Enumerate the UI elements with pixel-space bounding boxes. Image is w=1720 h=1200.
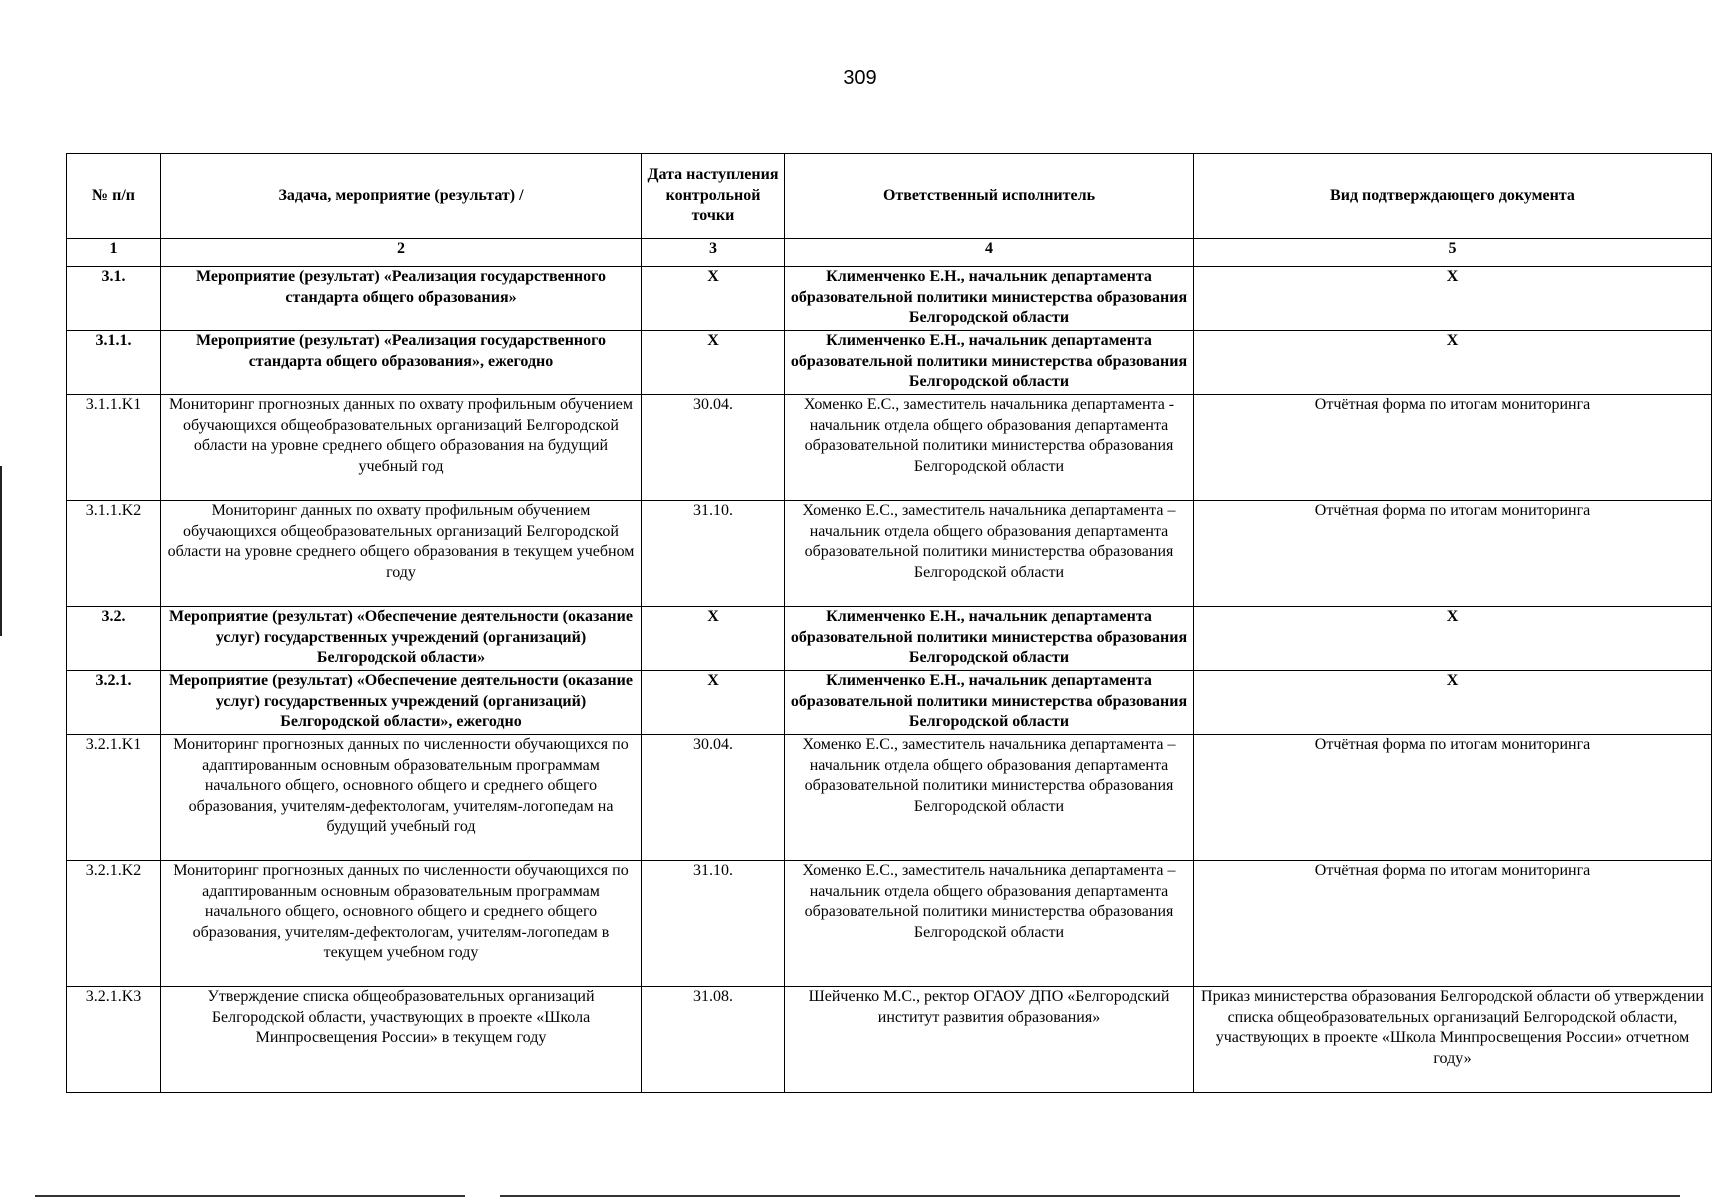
row-task: Мероприятие (результат) «Обеспечение деятельности (оказание услуг) государственных учреждений (организаций) Белгородской области»	[161, 607, 642, 671]
row-date: X	[642, 607, 785, 671]
column-number: 4	[785, 239, 1194, 267]
table-row	[67, 861, 1712, 987]
row-task: Мероприятие (результат) «Обеспечение деятельности (оказание услуг) государственных учреждений (организаций) Белгородской области», ежегодно	[161, 671, 642, 735]
column-number: 5	[1194, 239, 1712, 267]
column-number: 2	[161, 239, 642, 267]
header-task: Задача, мероприятие (результат) /	[161, 154, 642, 239]
table-row	[67, 501, 1712, 607]
row-date: 31.08.	[642, 987, 785, 1093]
row-date: 31.10.	[642, 501, 785, 607]
row-task: Утверждение списка общеобразовательных организаций Белгородской области, участвующих в проекте «Школа Минпросвещения России» в текущем году	[161, 987, 642, 1093]
row-document: Отчётная форма по итогам мониторинга	[1194, 395, 1712, 501]
row-task: Мониторинг прогнозных данных по численности обучающихся по адаптированным основным образовательным программам начального общего, основного общего и среднего общего образования, учителям-дефектологам, учителям-логопедам на будущий учебный год	[161, 735, 642, 861]
header-document: Вид подтверждающего документа	[1194, 154, 1712, 239]
row-code: 3.2.1.	[67, 671, 161, 735]
row-date: 30.04.	[642, 395, 785, 501]
column-number: 1	[67, 239, 161, 267]
table-row	[67, 607, 1712, 671]
row-code: 3.1.1.K2	[67, 501, 161, 607]
row-document: X	[1194, 331, 1712, 395]
table-row	[67, 735, 1712, 861]
row-executor: Хоменко Е.С., заместитель начальника департамента – начальник отдела общего образования департамента образовательной политики министерства образования Белгородской области	[785, 501, 1194, 607]
row-date: X	[642, 671, 785, 735]
table-row	[67, 671, 1712, 735]
table-row	[67, 395, 1712, 501]
scan-footer-line	[35, 1195, 465, 1197]
row-code: 3.2.	[67, 607, 161, 671]
row-document: X	[1194, 267, 1712, 331]
row-executor: Клименченко Е.Н., начальник департамента образовательной политики министерства образования Белгородской области	[785, 331, 1194, 395]
row-executor: Хоменко Е.С., заместитель начальника департамента – начальник отдела общего образования департамента образовательной политики министерства образования Белгородской области	[785, 735, 1194, 861]
table-row	[67, 987, 1712, 1093]
row-document: X	[1194, 607, 1712, 671]
row-code: 3.1.	[67, 267, 161, 331]
row-code: 3.1.1.K1	[67, 395, 161, 501]
header-date: Дата наступления контрольной точки	[642, 154, 785, 239]
row-task: Мониторинг данных по охвату профильным обучением обучающихся общеобразовательных организаций Белгородской области на уровне среднего общего образования в текущем учебном году	[161, 501, 642, 607]
row-task: Мероприятие (результат) «Реализация государственного стандарта общего образования», ежегодно	[161, 331, 642, 395]
row-executor: Клименченко Е.Н., начальник департамента образовательной политики министерства образования Белгородской области	[785, 671, 1194, 735]
row-code: 3.2.1.K1	[67, 735, 161, 861]
row-code: 3.2.1.K3	[67, 987, 161, 1093]
row-executor: Клименченко Е.Н., начальник департамента образовательной политики министерства образования Белгородской области	[785, 607, 1194, 671]
header-executor: Ответственный исполнитель	[785, 154, 1194, 239]
row-document: Отчётная форма по итогам мониторинга	[1194, 861, 1712, 987]
row-document: Отчётная форма по итогам мониторинга	[1194, 735, 1712, 861]
row-document: Приказ министерства образования Белгородской области об утверждении списка общеобразовательных организаций Белгородской области, участвующих в проекте «Школа Минпросвещения России» отчетном году»	[1194, 987, 1712, 1093]
page-number: 309	[843, 67, 877, 89]
row-document: X	[1194, 671, 1712, 735]
row-task: Мониторинг прогнозных данных по охвату профильным обучением обучающихся общеобразовательных организаций Белгородской области на уровне среднего общего образования на будущий учебный год	[161, 395, 642, 501]
row-executor: Хоменко Е.С., заместитель начальника департамента – начальник отдела общего образования департамента образовательной политики министерства образования Белгородской области	[785, 861, 1194, 987]
row-date: X	[642, 267, 785, 331]
row-task: Мероприятие (результат) «Реализация государственного стандарта общего образования»	[161, 267, 642, 331]
scan-edge-mark	[0, 466, 2, 636]
table-row	[67, 267, 1712, 331]
row-date: 31.10.	[642, 861, 785, 987]
header-number: № п/п	[67, 154, 161, 239]
row-executor: Хоменко Е.С., заместитель начальника департамента - начальник отдела общего образования департамента образовательной политики министерства образования Белгородской области	[785, 395, 1194, 501]
column-number: 3	[642, 239, 785, 267]
row-code: 3.1.1.	[67, 331, 161, 395]
scan-footer-line	[500, 1195, 1680, 1197]
row-task: Мониторинг прогнозных данных по численности обучающихся по адаптированным основным образовательным программам начального общего, основного общего и среднего общего образования, учителям-дефектологам, учителям-логопедам в текущем учебном году	[161, 861, 642, 987]
control-points-table	[66, 153, 1712, 1093]
column-numbers-row	[67, 239, 1712, 267]
row-date: X	[642, 331, 785, 395]
table-header-row	[67, 154, 1712, 239]
row-code: 3.2.1.K2	[67, 861, 161, 987]
row-executor: Клименченко Е.Н., начальник департамента образовательной политики министерства образования Белгородской области	[785, 267, 1194, 331]
row-executor: Шейченко М.С., ректор ОГАОУ ДПО «Белгородский институт развития образования»	[785, 987, 1194, 1093]
row-document: Отчётная форма по итогам мониторинга	[1194, 501, 1712, 607]
table-row	[67, 331, 1712, 395]
row-date: 30.04.	[642, 735, 785, 861]
table-body	[67, 267, 1712, 1093]
